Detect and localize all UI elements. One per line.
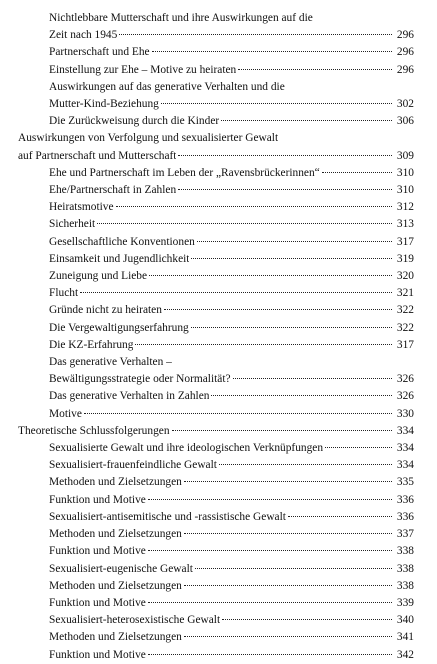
toc-entry xyxy=(18,561,414,578)
toc-entry xyxy=(18,130,414,147)
dot-leader xyxy=(116,206,392,207)
toc-entry-page-number: 326 xyxy=(396,373,414,386)
toc-entry-page-number: 334 xyxy=(396,459,414,472)
dot-leader xyxy=(197,241,392,242)
toc-entry xyxy=(18,647,414,664)
toc-entry-page-number: 338 xyxy=(396,545,414,558)
dot-leader xyxy=(152,51,392,52)
toc-entry xyxy=(18,10,414,27)
toc-entry xyxy=(18,388,414,405)
dot-leader xyxy=(119,34,392,35)
toc-entry-page-number: 320 xyxy=(396,270,414,283)
toc-entry xyxy=(18,62,414,79)
toc-entry-title: Sicherheit xyxy=(49,218,96,231)
dot-leader xyxy=(97,223,392,224)
toc-entry xyxy=(18,406,414,423)
toc-entry xyxy=(18,27,414,44)
toc-entry-page-number: 335 xyxy=(396,476,414,489)
toc-entry-title: Ehe und Partnerschaft im Leben der „Ravensbrückerinnen“ xyxy=(49,166,320,179)
table-of-contents xyxy=(18,10,414,664)
toc-entry-title: Einsamkeit und Jugendlichkeit xyxy=(49,252,190,265)
dot-leader xyxy=(191,327,392,328)
toc-entry xyxy=(18,337,414,354)
toc-entry-title: Die KZ-Erfahrung xyxy=(49,338,134,351)
toc-entry-title: Die Zurückweisung durch die Kinder xyxy=(49,115,220,128)
toc-entry xyxy=(18,526,414,543)
toc-entry xyxy=(18,251,414,268)
toc-entry-page-number: 330 xyxy=(396,407,414,420)
toc-entry-title: Gesellschaftliche Konventionen xyxy=(49,235,195,248)
dot-leader xyxy=(211,395,392,396)
dot-leader xyxy=(238,69,392,70)
dot-leader xyxy=(184,481,392,482)
toc-entry-page-number: 306 xyxy=(396,115,414,128)
dot-leader xyxy=(325,447,392,448)
toc-entry-page-number: 322 xyxy=(396,321,414,334)
dot-leader xyxy=(178,155,392,156)
toc-entry-title: Methoden und Zielsetzungen xyxy=(49,476,182,489)
toc-entry-title: Sexualisiert-heterosexistische Gewalt xyxy=(49,614,221,627)
dot-leader xyxy=(148,654,392,655)
toc-entry xyxy=(18,199,414,216)
toc-entry-title: Das generative Verhalten – xyxy=(49,356,172,369)
dot-leader xyxy=(172,430,392,431)
toc-entry-page-number: 338 xyxy=(396,562,414,575)
toc-entry-page-number: 341 xyxy=(396,631,414,644)
dot-leader xyxy=(84,413,392,414)
dot-leader xyxy=(221,120,392,121)
dot-leader xyxy=(184,585,392,586)
dot-leader xyxy=(184,636,392,637)
toc-entry xyxy=(18,113,414,130)
toc-entry-page-number: 296 xyxy=(396,46,414,59)
dot-leader xyxy=(233,378,392,379)
toc-entry xyxy=(18,165,414,182)
toc-entry xyxy=(18,440,414,457)
toc-entry-page-number: 336 xyxy=(396,493,414,506)
toc-entry-page-number: 322 xyxy=(396,304,414,317)
toc-entry xyxy=(18,96,414,113)
toc-entry-title: Einstellung zur Ehe – Motive zu heiraten xyxy=(49,63,237,76)
toc-entry-title: Ehe/Partnerschaft in Zahlen xyxy=(49,184,177,197)
toc-entry-page-number: 296 xyxy=(396,63,414,76)
toc-entry xyxy=(18,354,414,371)
toc-entry xyxy=(18,371,414,388)
toc-entry-page-number: 321 xyxy=(396,287,414,300)
toc-entry-page-number: 317 xyxy=(396,338,414,351)
toc-entry xyxy=(18,595,414,612)
toc-entry-title: Heiratsmotive xyxy=(49,201,114,214)
toc-entry xyxy=(18,148,414,165)
toc-entry-page-number: 326 xyxy=(396,390,414,403)
toc-entry-page-number: 336 xyxy=(396,510,414,523)
toc-entry-page-number: 296 xyxy=(396,29,414,42)
toc-entry-page-number: 338 xyxy=(396,579,414,592)
toc-entry xyxy=(18,268,414,285)
toc-entry-title: Nichtlebbare Mutterschaft und ihre Auswirkungen auf die xyxy=(49,12,313,24)
toc-entry-page-number: 334 xyxy=(396,442,414,455)
dot-leader xyxy=(184,533,392,534)
toc-entry xyxy=(18,302,414,319)
toc-entry xyxy=(18,234,414,251)
toc-entry-page-number: 312 xyxy=(396,201,414,214)
toc-entry-title: Zeit nach 1945 xyxy=(49,29,118,42)
dot-leader xyxy=(148,550,392,551)
toc-entry-title: Funktion und Motive xyxy=(49,648,146,661)
toc-entry-title: Flucht xyxy=(49,287,79,300)
toc-entry xyxy=(18,285,414,302)
toc-entry-title: Die Vergewaltigungserfahrung xyxy=(49,321,189,334)
toc-entry xyxy=(18,79,414,96)
toc-entry xyxy=(18,509,414,526)
toc-entry xyxy=(18,182,414,199)
dot-leader xyxy=(135,344,392,345)
toc-entry-title: Zuneigung und Liebe xyxy=(49,270,148,283)
toc-entry-title: Bewältigungsstrategie oder Normalität? xyxy=(49,373,231,386)
dot-leader xyxy=(178,189,392,190)
toc-entry-title: Partnerschaft und Ehe xyxy=(49,46,150,59)
dot-leader xyxy=(288,516,392,517)
toc-entry-title: Auswirkungen auf das generative Verhalten und die xyxy=(49,80,285,93)
dot-leader xyxy=(195,568,392,569)
dot-leader xyxy=(219,464,392,465)
toc-entry-page-number: 317 xyxy=(396,235,414,248)
toc-entry-title: auf Partnerschaft und Mutterschaft xyxy=(18,149,177,162)
toc-entry xyxy=(18,423,414,440)
toc-entry xyxy=(18,216,414,233)
toc-entry-title: Funktion und Motive xyxy=(49,596,146,609)
toc-entry xyxy=(18,492,414,509)
toc-entry-title: Motive xyxy=(49,407,82,420)
toc-entry xyxy=(18,457,414,474)
dot-leader xyxy=(148,602,392,603)
toc-entry xyxy=(18,543,414,560)
dot-leader xyxy=(149,275,392,276)
toc-entry-title: Funktion und Motive xyxy=(49,545,146,558)
dot-leader xyxy=(161,103,392,104)
toc-entry-title: Sexualisiert-eugenische Gewalt xyxy=(49,562,193,575)
toc-entry xyxy=(18,44,414,61)
toc-entry xyxy=(18,578,414,595)
toc-entry-title: Sexualisiert-antisemitische und -rassistische Gewalt xyxy=(49,510,286,523)
toc-entry xyxy=(18,629,414,646)
toc-entry-title: Theoretische Schlussfolgerungen xyxy=(18,424,170,437)
toc-entry-page-number: 309 xyxy=(396,149,414,162)
dot-leader xyxy=(164,309,392,310)
toc-entry-page-number: 340 xyxy=(396,614,414,627)
toc-entry-title: Funktion und Motive xyxy=(49,493,146,506)
toc-entry-title: Methoden und Zielsetzungen xyxy=(49,631,182,644)
toc-entry-title: Gründe nicht zu heiraten xyxy=(49,304,162,317)
toc-entry-page-number: 310 xyxy=(396,166,414,179)
toc-entry-title: Sexualisiert-frauenfeindliche Gewalt xyxy=(49,459,217,472)
dot-leader xyxy=(322,172,392,173)
toc-entry-title: Methoden und Zielsetzungen xyxy=(49,579,182,592)
toc-entry-title: Methoden und Zielsetzungen xyxy=(49,528,182,541)
dot-leader xyxy=(148,499,392,500)
toc-entry-page-number: 339 xyxy=(396,596,414,609)
dot-leader xyxy=(222,619,392,620)
dot-leader xyxy=(80,292,392,293)
toc-entry-title: Mutter-Kind-Beziehung xyxy=(49,98,159,111)
toc-entry-title: Auswirkungen von Verfolgung und sexualisierter Gewalt xyxy=(18,132,279,145)
toc-entry-page-number: 310 xyxy=(396,184,414,197)
toc-entry-title: Das generative Verhalten in Zahlen xyxy=(49,390,210,403)
toc-entry-page-number: 313 xyxy=(396,218,414,231)
toc-entry xyxy=(18,320,414,337)
toc-entry xyxy=(18,474,414,491)
toc-entry-page-number: 334 xyxy=(396,424,414,437)
dot-leader xyxy=(191,258,392,259)
toc-entry-page-number: 342 xyxy=(396,648,414,661)
toc-entry-title: Sexualisierte Gewalt und ihre ideologischen Verknüpfungen xyxy=(49,442,324,455)
toc-entry-page-number: 337 xyxy=(396,528,414,541)
toc-entry xyxy=(18,612,414,629)
toc-entry-page-number: 319 xyxy=(396,252,414,265)
toc-entry-page-number: 302 xyxy=(396,98,414,111)
